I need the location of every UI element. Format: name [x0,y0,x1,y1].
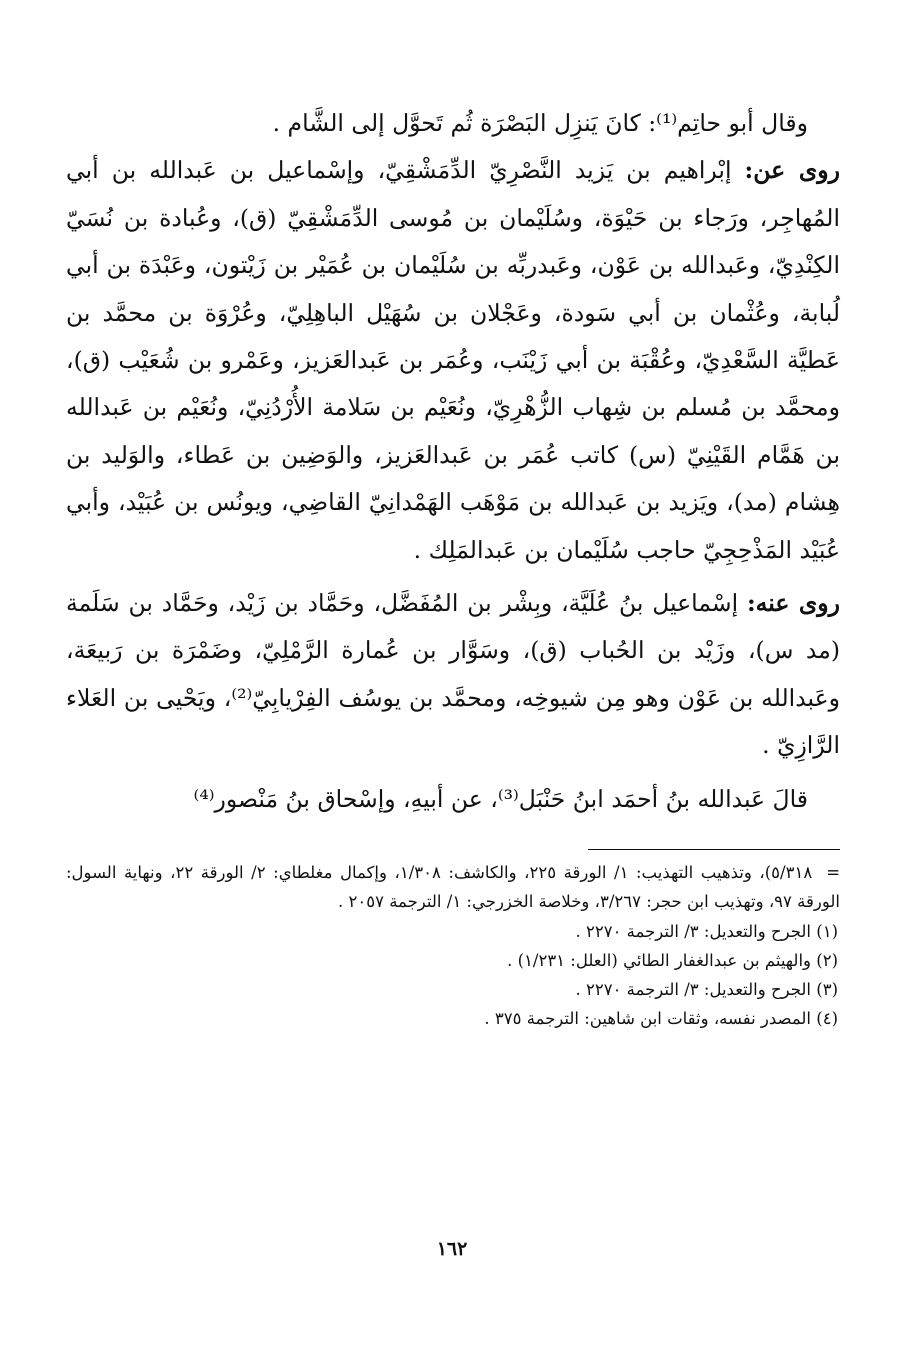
footnote-number: (٢) [816,950,838,970]
paragraph-rawa-anhu [66,580,840,770]
paragraph-abu-hatim: وقال أبو حاتِم⁽¹⁾: كانَ يَنزِل البَصْرَة ثُم تَحوَّل إلى الشَّام . [272,109,808,137]
footnote-number: (٤) [816,1009,838,1029]
section-heading-rawa-an: روى عن: [744,156,840,185]
continuation-mark: = [826,863,841,883]
footnotes [66,858,840,1033]
footnote-3 [66,975,840,1004]
section-heading-rawa-anhu: روى عنه: [746,589,840,618]
paragraph-rawa-anhu-body: إسْماعيل بنُ عُلَيَّة، وبِشْر بن المُفَضَّل، وحَمَّاد بن زَيْد، وحَمَّاد بن سَلَمة (مد س)، وزَيْد بن الحُباب (ق)، وسَوَّار بن عُمارة الرَّمْلِيّ، وضَمْرَة بن رَبيعَة، وعَبدالله بن عَوْن وهو مِن شيوخِه، ومحمَّد بن يوسُف الفِرْيابِيّ⁽²⁾، ويَحْيى بن العَلاء الرَّازِيّ . [66,589,840,760]
paragraph-qala: قالَ عَبدالله بنُ أحمَد ابنُ حَنْبَل⁽³⁾، عن أبيهِ، وإسْحاق بنُ مَنْصور⁽⁴⁾ [193,784,808,813]
footnote-4 [66,1004,840,1033]
footnote-number: (١) [816,921,838,941]
footnote-number: (٣) [816,979,838,999]
footnote-1 [66,917,840,946]
page-number: ١٦٢ [436,1238,468,1260]
footnote-text: الجرح والتعديل: ٣/ الترجمة ٢٢٧٠ . [575,979,811,999]
footnote-text: المصدر نفسه، وثقات ابن شاهين: الترجمة ٣٧٥ . [484,1009,811,1029]
main-text [66,100,840,823]
footnote-continuation-text: ٥/٣١٨)، وتذهيب التهذيب: ١/ الورقة ٢٢٥، والكاشف: ١/٣٠٨، وإكمال مغلطاي: ٢/ الورقة ٢٢، ونهاية السول: الورقة ٩٧، وتهذيب ابن حجر: ٣/٢٦٧، وخلاصة الخزرجي: ١/ الترجمة ٢٠٥٧ . [66,863,840,912]
footnote-separator [588,849,840,850]
footnote-2 [66,946,840,975]
paragraph-rawa-an [66,147,840,574]
footnote-text: والهيثم بن عبدالغفار الطائي (العلل: ١/٢٣١) . [507,950,811,970]
footnote-continuation [66,858,840,916]
paragraph-rawa-an-body: إبْراهيم بن يَزيد النَّصْرِيّ الدِّمَشْقِيّ، وإسْماعيل بن عَبدالله بن أبي المُهاجِر، ورَجاء بن حَيْوَة، وسُلَيْمان بن مُوسى الدِّمَشْقِيّ (ق)، وعُبادة بن نُسَيّ الكِنْدِيّ، وعَبدالله بن عَوْن، وعَبدربِّه بن سُلَيْمان بن عُمَيْر بن زَيْتون، وعَبْدَة بن أبي لُبابة، وعُثْمان بن أبي سَودة، وعَجْلان بن سُهَيْل الباهِلِيّ، وعُرْوَة بن محمَّد بن عَطيَّة السَّعْدِيّ، وعُقْبَة بن أبي زَيْنَب، وعُمَر بن عَبدالعَزيز، وعَمْرو بن شُعَيْب (ق)، ومحمَّد بن مُسلم بن شِهاب الزُّهْرِيّ، ونُعَيْم بن سَلامة الأُرْدُنِيّ، ونُعَيْم بن عَبدالله بن هَمَّام القَيْنِيّ (س) كاتب عُمَر بن عَبدالعَزيز، والوَضِين بن عَطاء، والوَليد بن هِشام (مد)، ويَزيد بن عَبدالله بن مَوْهَب الهَمْدانِيّ القاضِي، ويونُس بن عُبَيْد، وأبي عُبَيْد المَذْحِجِيّ حاجب سُلَيْمان بن عَبدالمَلِك . [66,156,840,564]
footnote-text: الجرح والتعديل: ٣/ الترجمة ٢٢٧٠ . [575,921,811,941]
